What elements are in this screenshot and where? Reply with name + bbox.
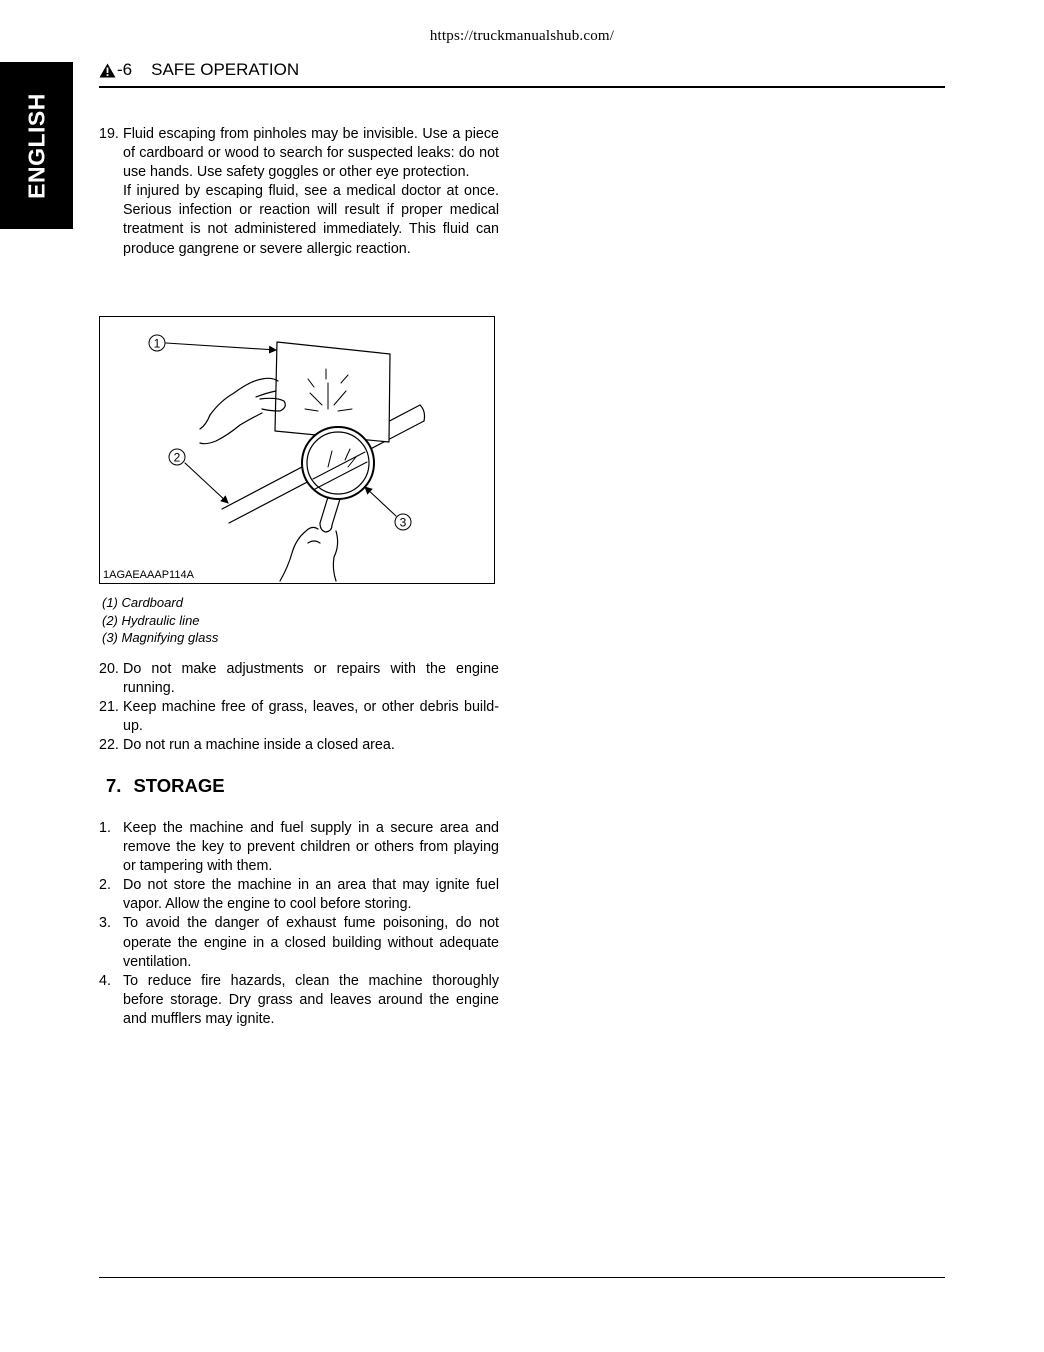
hand-left xyxy=(200,378,285,443)
header-rule xyxy=(99,86,945,88)
section-heading xyxy=(106,775,225,797)
item-text: Do not make adjustments or repairs with the engine running. xyxy=(123,661,499,697)
item-number: 21. xyxy=(99,699,119,716)
figure-captions xyxy=(102,594,218,647)
list-item xyxy=(99,972,499,1029)
item-number: 3. xyxy=(99,915,111,932)
maintenance-safety-list xyxy=(99,660,499,755)
footer-rule xyxy=(99,1277,945,1278)
item-number: 2. xyxy=(99,877,111,894)
item-number: 19. xyxy=(99,126,119,142)
item-text: Fluid escaping from pinholes may be invisible. Use a piece of cardboard or wood to search for suspected leaks: do not use hands. Use safety goggles or other eye protection. xyxy=(123,126,499,181)
hydraulic-safety-list xyxy=(99,125,499,259)
page-header xyxy=(99,59,299,81)
caption: (3) Magnifying glass xyxy=(102,630,219,646)
callout-1: 1 xyxy=(153,336,161,351)
page-title: SAFE OPERATION xyxy=(151,60,300,79)
item-text: Do not store the machine in an area that may ignite fuel vapor. Allow the engine to cool before storing. xyxy=(123,877,499,913)
item-text: Keep the machine and fuel supply in a secure area and remove the key to prevent children or others from playing or tampering with them. xyxy=(123,820,499,875)
list-item xyxy=(99,698,499,736)
item-number: 4. xyxy=(99,972,111,989)
figure-code: 1AGAEAAAP114A xyxy=(103,569,194,581)
item-text: Do not run a machine inside a closed area. xyxy=(123,737,395,754)
list-item xyxy=(99,125,499,259)
list-item xyxy=(99,876,499,914)
section-number: 7. xyxy=(106,775,122,796)
item-number: 22. xyxy=(99,737,119,754)
item-text: To reduce fire hazards, clean the machine thoroughly before storage. Dry grass and leaves around the engine and mufflers may ignite. xyxy=(123,972,499,1027)
callout-2: 2 xyxy=(173,450,181,465)
list-item xyxy=(99,914,499,971)
list-item xyxy=(99,819,499,876)
language-tab xyxy=(0,62,73,229)
list-item xyxy=(99,660,499,698)
page-number: -6 xyxy=(117,60,133,79)
item-text: To avoid the danger of exhaust fume poisoning, do not operate the engine in a closed building without adequate ventilation. xyxy=(123,915,499,970)
source-url[interactable]: https://truckmanualshub.com/ xyxy=(429,28,615,44)
caption: (2) Hydraulic line xyxy=(102,612,200,628)
section-title: STORAGE xyxy=(133,775,225,796)
list-item xyxy=(99,736,499,755)
caption: (1) Cardboard xyxy=(102,595,183,610)
magnifier-handle xyxy=(320,497,340,525)
item-number: 1. xyxy=(99,820,111,836)
warning-icon xyxy=(99,63,116,78)
hand-bottom xyxy=(280,527,338,581)
callout-3: 3 xyxy=(399,515,407,530)
leak-detection-figure xyxy=(99,316,495,584)
magnifier-rim xyxy=(302,427,374,499)
item-number: 20. xyxy=(99,661,119,677)
language-tab-label: ENGLISH xyxy=(23,92,49,199)
leak-detection-illustration xyxy=(100,317,494,583)
item-text: Keep machine free of grass, leaves, or other debris build-up. xyxy=(123,699,499,735)
item-text: If injured by escaping fluid, see a medical doctor at once. Serious infection or reaction will result if proper medical treatment is not administered immediately. This fluid can produce gangrene or severe allergic reaction. xyxy=(123,183,499,257)
storage-list xyxy=(99,819,499,1029)
